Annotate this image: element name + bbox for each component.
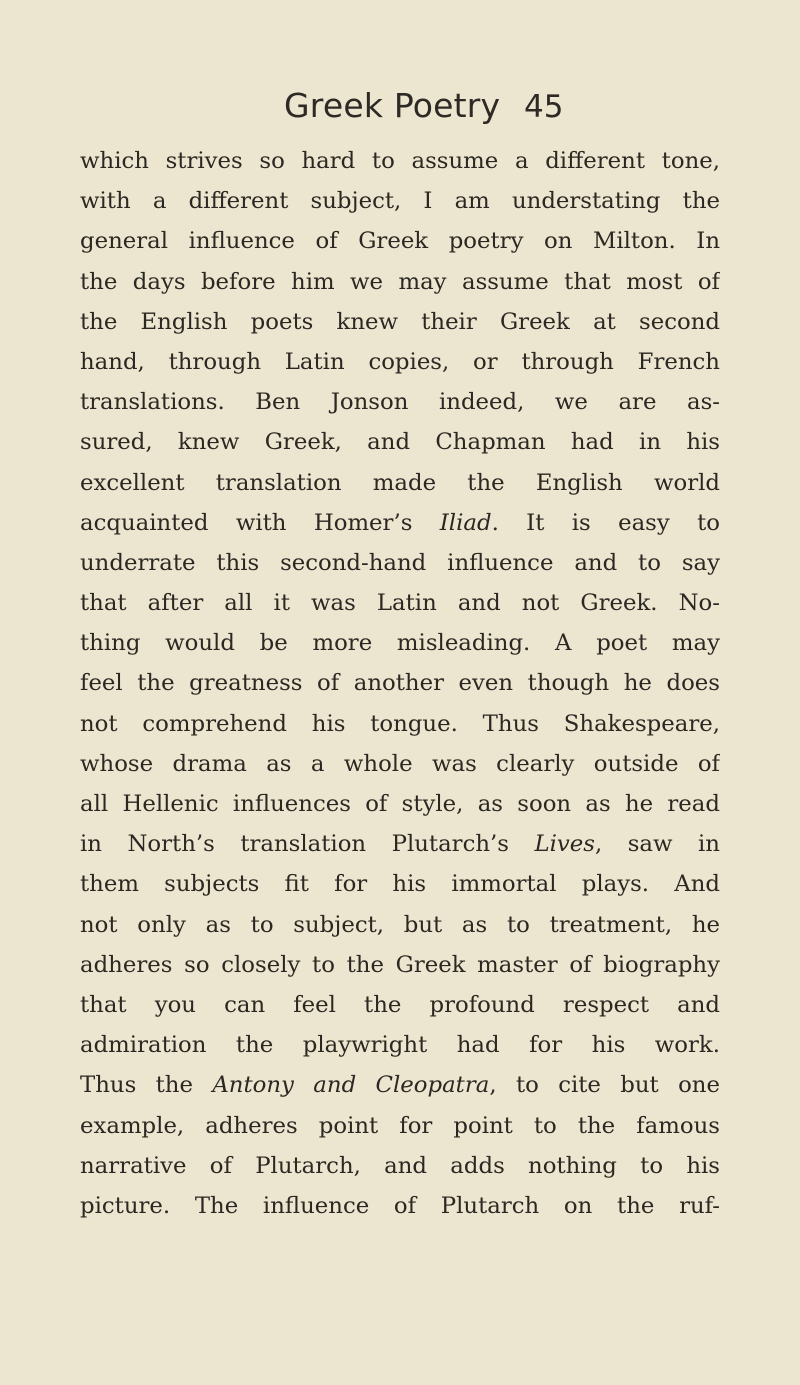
text-line: in North’s translation Plutarch’s Lives, saw in [80, 831, 720, 858]
text-line: them subjects fit for his immortal plays. And [80, 871, 720, 898]
text-line: sured, knew Greek, and Chapman had in his [80, 429, 720, 456]
running-head: Greek Poetry [284, 86, 501, 125]
text-line: narrative of Plutarch, and adds nothing to his [80, 1152, 720, 1179]
text-line: that you can feel the profound respect and [80, 991, 720, 1018]
text-line: not only as to subject, but as to treatment, he [80, 911, 720, 938]
text-line: the days before him we may assume that most of [80, 268, 720, 295]
text-line: example, adheres point for point to the famous [80, 1112, 720, 1139]
page-number: 45 [524, 89, 564, 125]
text-line: hand, through Latin copies, or through French [80, 348, 720, 375]
text-line: acquainted with Homer’s Iliad. It is easy to [80, 509, 720, 536]
text-line: which strives so hard to assume a different tone, [80, 148, 720, 174]
text-line: Thus the Antony and Cleopatra, to cite but one [80, 1072, 720, 1099]
text-line: picture. The influence of Plutarch on the ruf- [80, 1192, 720, 1219]
text-line: whose drama as a whole was clearly outside of [80, 750, 720, 777]
text-line: that after all it was Latin and not Greek. No- [80, 590, 720, 617]
page-header [0, 84, 800, 134]
text-line: with a different subject, I am understating the [80, 188, 720, 215]
text-line: not comprehend his tongue. Thus Shakespeare, [80, 710, 720, 737]
italic-title-lives: Lives [534, 831, 595, 858]
text-line: feel the greatness of another even though he does [80, 670, 720, 697]
text-line: adheres so closely to the Greek master of biography [80, 951, 720, 978]
italic-title-iliad: Iliad [439, 509, 492, 536]
text-line: all Hellenic influences of style, as soon as he read [80, 791, 720, 817]
text-line: underrate this second-hand influence and to say [80, 549, 720, 576]
body-text [80, 141, 720, 1226]
text-line: thing would be more misleading. A poet may [80, 630, 720, 657]
text-line: excellent translation made the English world [80, 469, 720, 496]
text-line: general influence of Greek poetry on Milton. In [80, 228, 720, 255]
italic-title-antony-and-cleopatra: Antony and Cleopatra [212, 1072, 490, 1099]
text-line: translations. Ben Jonson indeed, we are as- [80, 389, 720, 416]
text-line: admiration the playwright had for his work. [80, 1032, 720, 1059]
text-line: the English poets knew their Greek at second [80, 308, 720, 335]
